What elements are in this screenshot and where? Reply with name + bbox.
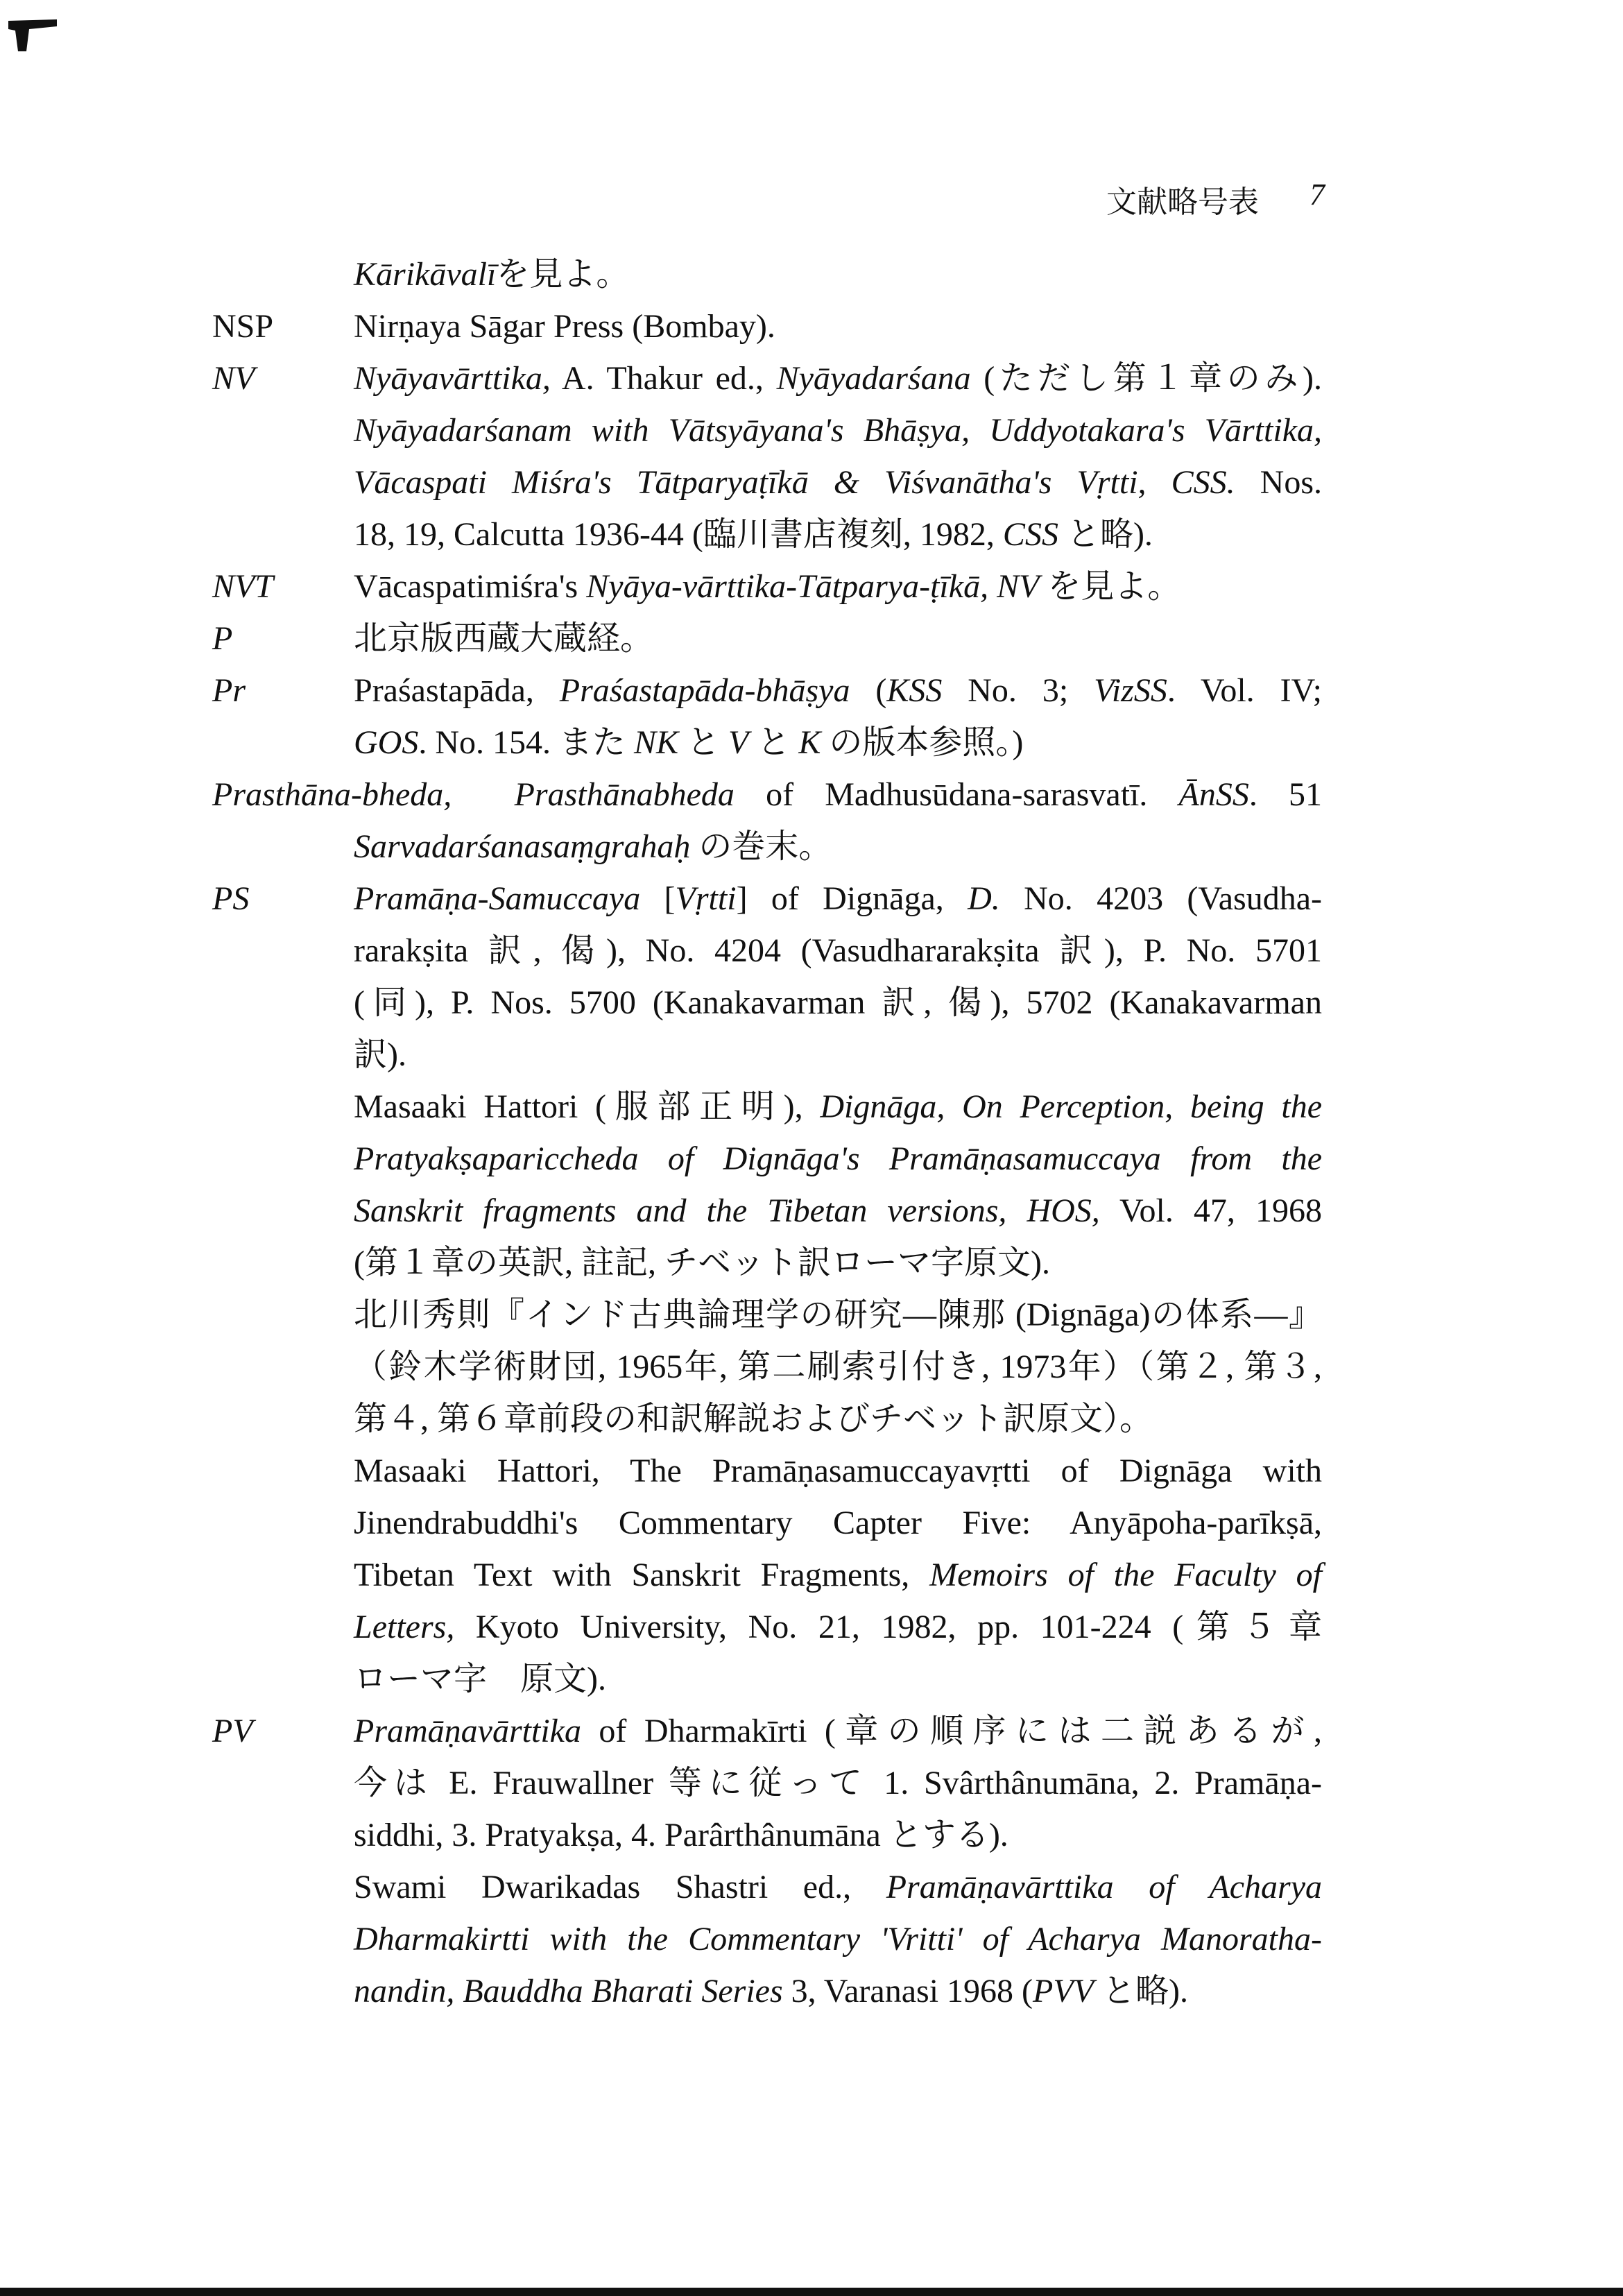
entry-line: 第４, 第６章前段の和訳解説およびチベット訳原文）。 <box>354 1400 1153 1437</box>
title-italic: V <box>728 724 749 761</box>
entry-line: (同), P. Nos. 5700 (Kanakavarman 訳, 偈), 5702 (Kanakavarman <box>354 984 1322 1021</box>
line-text: A. Thakur ed., <box>550 360 777 397</box>
title-italic: Pramāṇavārttika of Acharya <box>886 1869 1323 1905</box>
page-number: 7 <box>1309 178 1325 212</box>
line-text: ( <box>850 672 887 709</box>
line-text: . 51 <box>1248 776 1323 813</box>
line-text: of Madhusūdana-sarasvatī. <box>734 776 1179 813</box>
abbreviation-entry <box>212 248 1322 300</box>
entry-line <box>354 508 1322 560</box>
entry-line: (第１章の英訳, 註記, チベット訳ローマ字原文). <box>354 1244 1050 1281</box>
title-italic: ĀnSS <box>1178 776 1249 813</box>
abbreviation-entry <box>212 769 1322 873</box>
title-italic: K <box>798 724 821 761</box>
title-italic: Vācaspati Miśra's Tātparyaṭīkā & Viśvanātha's Vṛtti, CSS. <box>354 464 1235 501</box>
line-text: . Vol. IV; <box>1167 672 1323 709</box>
entry-line <box>354 717 1322 769</box>
line-text: Vol. 47, 1968 <box>1099 1192 1323 1229</box>
entry-line <box>354 1705 1322 1757</box>
title-italic: NK <box>634 724 679 761</box>
line-text: Kyoto University, No. 21, 1982, pp. 101-224 (第５章 <box>454 1609 1322 1645</box>
entry-line: Pratyakṣaparicchedа of Dignāga's Pramāṇasamuccaya from the <box>354 1140 1322 1177</box>
line-text: Masaaki Hattori (服部正明), <box>354 1088 821 1125</box>
line-text: と <box>748 724 799 761</box>
entry-line <box>354 352 1322 404</box>
abbreviation-label: NVT <box>212 568 274 605</box>
abbreviation-entry <box>212 665 1322 769</box>
running-header-title: 文献略号表 <box>1106 185 1259 219</box>
abbreviation-label: PS <box>212 880 250 917</box>
line-text: と略). <box>1093 1973 1188 2010</box>
title-italic: Memoirs of the Faculty of <box>929 1557 1323 1593</box>
line-text: of Dharmakīrti (章の順序には二説あるが, <box>581 1713 1322 1749</box>
abbreviation-entry <box>212 1705 1322 2017</box>
entry-line <box>212 769 1322 821</box>
abbreviation-entry <box>212 560 1322 612</box>
abbreviation-label: PV <box>212 1713 253 1749</box>
abbreviation-label: Prasthāna-bheda, <box>212 776 452 813</box>
title-italic: Kārikāvalī <box>354 256 497 293</box>
entry-line <box>354 1965 1322 2017</box>
entry-line: 訳). <box>354 1036 406 1073</box>
abbreviation-label: NSP <box>212 308 274 345</box>
line-text: の巻末。 <box>690 828 832 865</box>
title-italic: GOS <box>354 724 419 761</box>
title-italic: Nyāyavārttika, <box>354 360 551 397</box>
title-italic: Sanskrit fragments and the Tibetan versions, HOS, <box>354 1192 1100 1229</box>
abbreviation-entry <box>212 612 1322 665</box>
entry-line: ローマ字 原文). <box>354 1661 606 1697</box>
line-text: Swami Dwarikadas Shastri ed., <box>354 1869 886 1905</box>
entry-line <box>354 1601 1322 1653</box>
entry-line: Nirṇaya Sāgar Press (Bombay). <box>354 308 775 345</box>
line-text: 3, Varanasi 1968 ( <box>782 1973 1033 2010</box>
line-text: Tibetan Text with Sanskrit Fragments, <box>354 1557 930 1593</box>
line-text: (ただし第１章のみ). <box>970 360 1322 397</box>
title-italic: CSS <box>1002 516 1058 553</box>
entry-line: Nyāyadarśanam with Vātsyāyana's Bhāṣya, Uddyotakara's Vārttika, <box>354 412 1322 449</box>
abbreviation-label: P <box>212 620 233 657</box>
entry-line <box>354 873 1322 925</box>
title-italic: Nyāyadarśana <box>776 360 971 397</box>
entry-line: siddhi, 3. Pratyakṣa, 4. Parârthânumāna とする). <box>354 1817 1008 1853</box>
title-italic: Nyāya-vārttika-Tātparya-ṭīkā, NV <box>586 568 1040 605</box>
line-text: を見よ。 <box>1039 568 1181 605</box>
line-text: と <box>678 724 729 761</box>
line-text: Vācaspatimiśra's <box>354 568 587 605</box>
entry-line: 北川秀則『インド古典論理学の研究―陳那 (Dignāga)の体系―』 <box>354 1296 1322 1333</box>
entry-line <box>354 1185 1322 1237</box>
title-italic: PVV <box>1033 1973 1094 2010</box>
abbreviation-entry <box>212 873 1322 1705</box>
entry-line <box>212 821 1322 873</box>
title-italic: Vṛtti <box>675 880 737 917</box>
line-text: No. 4203 (Vasudha- <box>999 880 1323 917</box>
line-text: ] of Dignāga, <box>736 880 968 917</box>
entry-line <box>354 665 1322 717</box>
abbreviation-entry <box>212 300 1322 352</box>
line-text: Praśastapāda, <box>354 672 560 709</box>
entry-line: （鈴木学術財団, 1965年, 第二刷索引付き, 1973年）（第２, 第３, <box>354 1348 1322 1385</box>
entry-line <box>354 1861 1322 1913</box>
entry-line <box>354 456 1322 508</box>
abbreviation-label: NV <box>212 360 255 397</box>
entry-line: rarakṣita 訳, 偈), No. 4204 (Vasudhararakṣita 訳), P. No. 5701 <box>354 932 1322 969</box>
abbreviation-list <box>212 248 1322 2017</box>
title-italic: Pramāṇavārttika <box>354 1713 581 1749</box>
abbreviation-entry <box>212 352 1322 560</box>
title-italic: nandin, Bauddha Bharati Series <box>354 1973 783 2010</box>
entry-line <box>354 1549 1322 1601</box>
entry-line: Jinendrabuddhi's Commentary Capter Five: Anyāpoha-parīkṣā, <box>354 1505 1322 1541</box>
title-italic: Dignāga, On Perception, being the <box>820 1088 1322 1125</box>
title-italic: Prasthānabheda <box>514 776 735 813</box>
bottom-border <box>0 2288 1623 2296</box>
entry-line: 北京版西蔵大蔵経。 <box>354 620 654 657</box>
title-italic: KSS <box>886 672 943 709</box>
title-italic: D. <box>968 880 1000 917</box>
abbreviation-label: Pr <box>212 672 246 709</box>
line-text: No. 3; <box>942 672 1094 709</box>
entry-line <box>354 1081 1322 1133</box>
title-italic: Praśastapāda-bhāṣya <box>559 672 850 709</box>
line-text: の版本参照。) <box>821 724 1024 761</box>
entry-line <box>354 560 1322 612</box>
title-italic: VizSS <box>1094 672 1167 709</box>
line-text: を見よ。 <box>496 256 630 293</box>
entry-line: Masaaki Hattori, The Pramāṇasamuccayavṛtti of Dignāga with <box>354 1453 1322 1489</box>
title-italic: Letters, <box>354 1609 455 1645</box>
line-text: と略). <box>1058 516 1153 553</box>
title-italic: Pramāṇa-Samuccaya <box>354 880 641 917</box>
title-italic: Sarvadarśanasaṃgrahaḥ <box>354 828 691 865</box>
line-text: . No. 154. また <box>418 724 634 761</box>
line-text: Nos. <box>1235 464 1323 501</box>
running-header <box>1103 177 1325 219</box>
entry-line: 今は E. Frauwallner 等に従って 1. Svârthânumāna, 2. Pramāṇa- <box>354 1765 1322 1801</box>
corner-mark-icon <box>8 19 58 53</box>
line-text: [ <box>640 880 676 917</box>
entry-line: Dharmakirtti with the Commentary 'Vritti' of Acharya Manoratha- <box>354 1921 1322 1957</box>
entry-line <box>354 248 1322 300</box>
line-text: 18, 19, Calcutta 1936-44 (臨川書店複刻, 1982, <box>354 516 1003 553</box>
